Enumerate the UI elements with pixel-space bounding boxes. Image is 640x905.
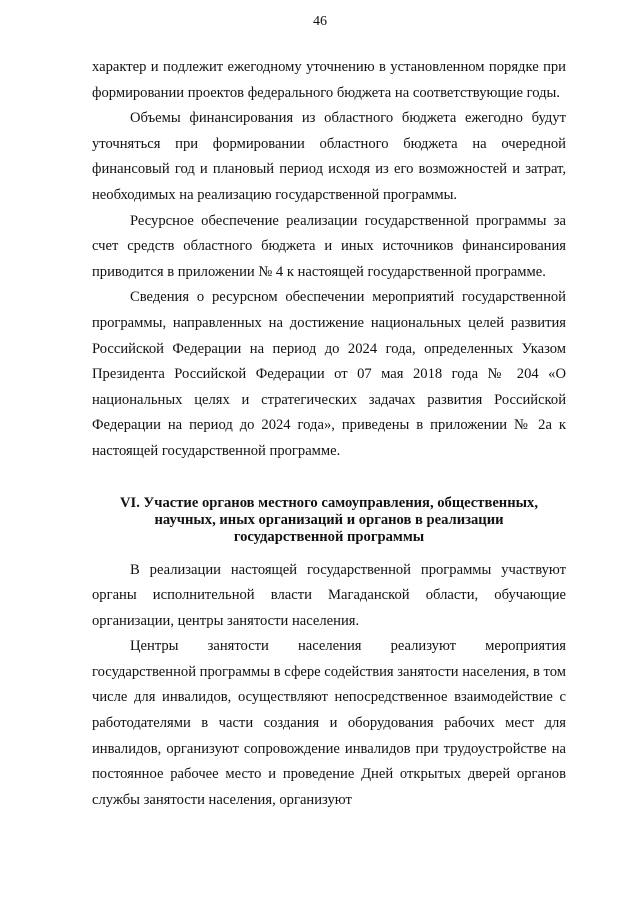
section-heading-line-3: государственной программы: [233, 528, 425, 545]
document-body: [92, 55, 566, 813]
paragraph-4: Сведения о ресурсном обеспечении мероприятий государственной программы, направленных на достижение национальных целей развития Российской Федерации на период до 2024 года, определенных Указом Президента Российской Федерации от 07 мая 2018 года № 204 «О национальных целях и стратегических задачах развития Российской Федерации на период до 2024 года», приведены в приложении № 2а к настоящей государственной программе.: [92, 289, 566, 459]
paragraph-2: Объемы финансирования из областного бюджета ежегодно будут уточняться при формировании областного бюджета на очередной финансовый год и плановый период исходя из его возможностей и затрат, необходимых на реализацию государственной программы.: [92, 110, 566, 203]
paragraph-1: характер и подлежит ежегодному уточнению в установленном порядке при формировании проектов федерального бюджета на соответствующие годы.: [92, 59, 566, 101]
paragraph-6: Центры занятости населения реализуют мероприятия государственной программы в сфере содействия занятости населения, в том числе для инвалидов, осуществляют непосредственное взаимодействие с работодателями в части создания и оборудования рабочих мест для инвалидов, организуют сопровождение инвалидов при трудоустройстве на постоянное рабочее место и проведение Дней открытых дверей органов службы занятости населения, организуют: [92, 638, 566, 808]
section-heading-line-2: научных, иных организаций и органов в реализации: [154, 511, 504, 528]
section-heading: [92, 495, 566, 546]
page-number: 46: [313, 14, 327, 29]
paragraph-5: В реализации настоящей государственной программы участвуют органы исполнительной власти Магаданской области, обучающие организации, центры занятости населения.: [92, 561, 566, 629]
section-heading-line-1: VI. Участие органов местного самоуправления, общественных,: [120, 494, 538, 511]
paragraph-3: Ресурсное обеспечение реализации государственной программы за счет средств областного бюджета и иных источников финансирования приводится в приложении № 4 к настоящей государственной программе.: [92, 212, 566, 280]
